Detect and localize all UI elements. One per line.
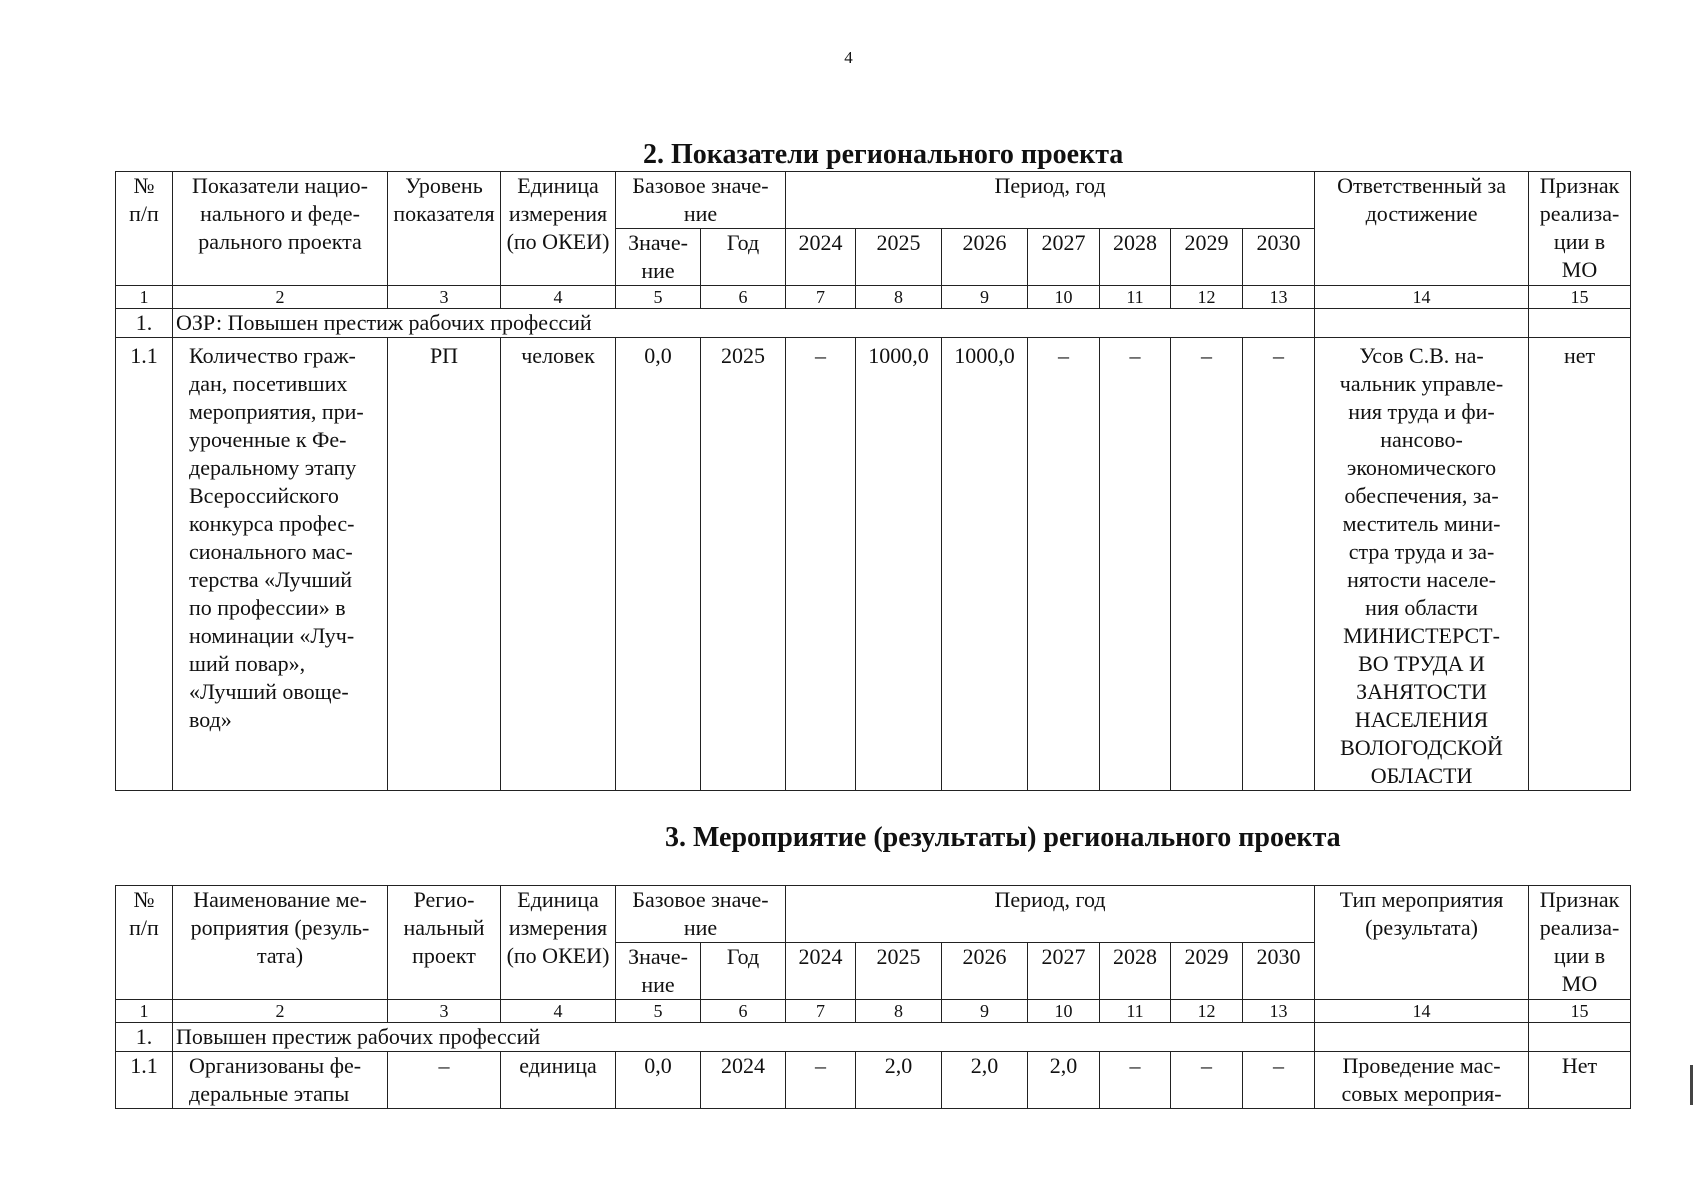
table-row <box>116 338 1631 791</box>
header-year: 2028 <box>1100 943 1171 1000</box>
header-sign: Признак реализа- ции в МО <box>1529 886 1631 1000</box>
column-number: 5 <box>616 286 701 309</box>
implementation-sign: Нет <box>1529 1052 1631 1109</box>
indicator-name: Количество граж- дан, посетивших мероприятия, при- уроченные к Фе- деральному этапу Всероссийского конкурса профес- сионального мас- терства «Лучший по профессии» в номинации «Луч- ший повар», «Лучший овоще- вод» <box>173 338 388 791</box>
column-number: 2 <box>173 286 388 309</box>
column-number: 9 <box>942 1000 1028 1023</box>
indicator-level: РП <box>388 338 501 791</box>
column-number: 8 <box>856 1000 942 1023</box>
year-value: 1000,0 <box>942 338 1028 791</box>
group-row <box>116 309 1631 338</box>
column-number: 15 <box>1529 1000 1631 1023</box>
column-number: 4 <box>501 286 616 309</box>
year-value: 1000,0 <box>856 338 942 791</box>
header-level: Уровень показателя <box>388 172 501 286</box>
base-year: 2025 <box>701 338 786 791</box>
header-year: 2027 <box>1028 229 1100 286</box>
column-number: 3 <box>388 1000 501 1023</box>
header-year: 2030 <box>1243 943 1315 1000</box>
header-year: 2028 <box>1100 229 1171 286</box>
base-value: 0,0 <box>616 338 701 791</box>
header-unit: Единица измерения (по ОКЕИ) <box>501 172 616 286</box>
column-number: 12 <box>1171 286 1243 309</box>
column-number: 8 <box>856 286 942 309</box>
header-period: Период, год <box>786 172 1315 229</box>
column-number: 15 <box>1529 286 1631 309</box>
base-year: 2024 <box>701 1052 786 1109</box>
group-num: 1. <box>116 1023 173 1052</box>
column-number: 6 <box>701 1000 786 1023</box>
row-num: 1.1 <box>116 1052 173 1109</box>
column-number: 3 <box>388 286 501 309</box>
year-value: – <box>786 1052 856 1109</box>
column-number: 1 <box>116 286 173 309</box>
page-number: 4 <box>844 48 853 67</box>
column-number: 6 <box>701 286 786 309</box>
column-number: 5 <box>616 1000 701 1023</box>
base-value: 0,0 <box>616 1052 701 1109</box>
event-type: Проведение мас- совых мероприя- <box>1315 1052 1529 1109</box>
column-number: 14 <box>1315 286 1529 309</box>
header-name: Наименование ме- роприятия (резуль- тата) <box>173 886 388 1000</box>
implementation-sign: нет <box>1529 338 1631 791</box>
column-number: 11 <box>1100 1000 1171 1023</box>
responsible-cell <box>1315 338 1529 791</box>
column-number: 14 <box>1315 1000 1529 1023</box>
event-name: Организованы фе- деральные этапы <box>173 1052 388 1109</box>
year-value: – <box>1171 338 1243 791</box>
column-number: 7 <box>786 286 856 309</box>
header-year: 2026 <box>942 943 1028 1000</box>
header-year: 2029 <box>1171 229 1243 286</box>
responsible-org: МИНИСТЕРСТ- ВО ТРУДА И ЗАНЯТОСТИ НАСЕЛЕНИЯ ВОЛОГОДСКОЙ ОБЛАСТИ <box>1340 623 1503 788</box>
header-responsible: Ответственный за достижение <box>1315 172 1529 286</box>
year-value: 2,0 <box>856 1052 942 1109</box>
section-3-title: 3. Мероприятие (результаты) регионального проекта <box>665 822 1341 853</box>
header-indicator: Показатели нацио- нального и феде- рального проекта <box>173 172 388 286</box>
column-number: 13 <box>1243 286 1315 309</box>
group-title: ОЗР: Повышен престиж рабочих профессий <box>173 309 1315 338</box>
header-base: Базовое значе- ние <box>616 172 786 229</box>
header-base-value: Значе- ние <box>616 229 701 286</box>
group-row <box>116 1023 1631 1052</box>
header-year: 2024 <box>786 943 856 1000</box>
column-number: 10 <box>1028 1000 1100 1023</box>
column-number: 7 <box>786 1000 856 1023</box>
events-table <box>115 885 1631 1109</box>
column-number: 13 <box>1243 1000 1315 1023</box>
column-numbers-row <box>116 286 1631 309</box>
table-row <box>116 1052 1631 1109</box>
header-base-value: Значе- ние <box>616 943 701 1000</box>
year-value: – <box>1100 338 1171 791</box>
column-number: 9 <box>942 286 1028 309</box>
indicators-table <box>115 171 1631 791</box>
header-base-year: Год <box>701 943 786 1000</box>
group-num: 1. <box>116 309 173 338</box>
header-year: 2025 <box>856 229 942 286</box>
header-row-1 <box>116 172 1631 229</box>
header-year: 2029 <box>1171 943 1243 1000</box>
section-2-title: 2. Показатели регионального проекта <box>643 139 1124 170</box>
header-period: Период, год <box>786 886 1315 943</box>
column-number: 1 <box>116 1000 173 1023</box>
year-value: – <box>1243 338 1315 791</box>
header-num: № п/п <box>116 172 173 286</box>
event-unit: единица <box>501 1052 616 1109</box>
year-value: 2,0 <box>1028 1052 1100 1109</box>
year-value: – <box>1171 1052 1243 1109</box>
column-number: 10 <box>1028 286 1100 309</box>
year-value: 2,0 <box>942 1052 1028 1109</box>
column-number: 2 <box>173 1000 388 1023</box>
year-value: – <box>786 338 856 791</box>
header-sign: Признак реализа- ции в МО <box>1529 172 1631 286</box>
column-number: 11 <box>1100 286 1171 309</box>
header-type: Тип мероприятия (результата) <box>1315 886 1529 1000</box>
header-unit: Единица измерения (по ОКЕИ) <box>501 886 616 1000</box>
header-year: 2025 <box>856 943 942 1000</box>
row-num: 1.1 <box>116 338 173 791</box>
header-project: Регио- нальный проект <box>388 886 501 1000</box>
group-title: Повышен престиж рабочих профессий <box>173 1023 1315 1052</box>
year-value: – <box>1243 1052 1315 1109</box>
column-number: 4 <box>501 1000 616 1023</box>
year-value: – <box>1100 1052 1171 1109</box>
indicator-unit: человек <box>501 338 616 791</box>
header-year: 2026 <box>942 229 1028 286</box>
header-num: № п/п <box>116 886 173 1000</box>
header-base: Базовое значе- ние <box>616 886 786 943</box>
column-numbers-row <box>116 1000 1631 1023</box>
responsible-person: Усов С.В. на- чальник управле- ния труда и фи- нансово- экономического обеспечения, за- меститель мини- стра труда и за- нятости населе- ния области <box>1339 343 1504 620</box>
header-year: 2030 <box>1243 229 1315 286</box>
header-year: 2024 <box>786 229 856 286</box>
header-row-1 <box>116 886 1631 943</box>
event-project: – <box>388 1052 501 1109</box>
year-value: – <box>1028 338 1100 791</box>
column-number: 12 <box>1171 1000 1243 1023</box>
header-year: 2027 <box>1028 943 1100 1000</box>
scan-edge-mark <box>1690 1065 1693 1105</box>
header-base-year: Год <box>701 229 786 286</box>
